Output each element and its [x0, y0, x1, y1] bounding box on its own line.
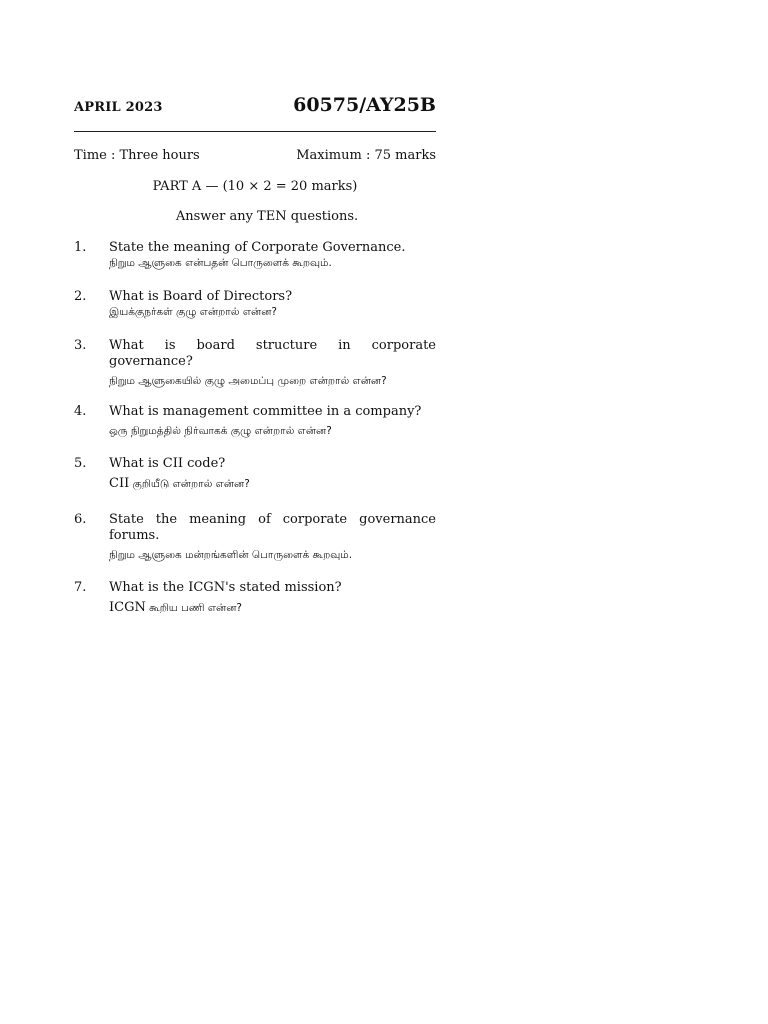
question-english: What is Board of Directors?	[109, 289, 293, 304]
question-english: What is board structure in corporate governance?	[109, 338, 436, 369]
question-tamil: நிறும ஆளுகை மன்றங்களின் பொருளைக் கூறவும்.	[109, 549, 353, 561]
question-tamil: நிறும ஆளுகையில் குழு அமைப்பு முறை என்றால் என்ன?	[109, 375, 387, 387]
question-english: What is management committee in a company?	[109, 404, 422, 419]
question-english: State the meaning of corporate governance forums.	[109, 512, 436, 543]
question-body	[109, 240, 436, 270]
maximum-marks: Maximum : 75 marks	[296, 148, 436, 163]
question-body	[109, 580, 436, 615]
question-number: 1.	[74, 240, 87, 255]
question-english: State the meaning of Corporate Governance.	[109, 240, 406, 255]
question-body	[109, 289, 436, 319]
question-body	[109, 404, 436, 438]
question-tamil-text: குறியீடு என்றால் என்ன?	[129, 478, 250, 490]
question-number: 7.	[74, 580, 87, 595]
question-body	[109, 512, 436, 562]
exam-duration: Time : Three hours	[74, 148, 200, 163]
exam-date: APRIL 2023	[74, 100, 163, 115]
question-number: 4.	[74, 404, 87, 419]
question-body	[109, 456, 436, 491]
question-number: 2.	[74, 289, 87, 304]
question-tamil: இயக்குநர்கள் குழு என்றால் என்ன?	[109, 306, 277, 318]
paper-code: 60575/AY25B	[293, 94, 436, 116]
question-english: What is CII code?	[109, 456, 226, 471]
question-tamil: ஒரு நிறுமத்தில் நிர்வாகக் குழு என்றால் என்ன?	[109, 425, 332, 437]
part-heading: PART A — (10 × 2 = 20 marks)	[152, 179, 358, 194]
question-tamil	[109, 477, 436, 491]
instruction-text: Answer any TEN questions.	[175, 209, 359, 224]
question-tamil: நிறும ஆளுகை என்பதன் பொருளைக் கூறவும்.	[109, 257, 332, 269]
question-tamil-text: கூறிய பணி என்ன?	[145, 602, 242, 614]
question-tamil	[109, 601, 436, 615]
question-number: 3.	[74, 338, 87, 353]
question-tamil-lead: CII	[109, 476, 130, 491]
question-number: 6.	[74, 512, 87, 527]
exam-header	[74, 94, 436, 122]
header-divider	[74, 131, 436, 132]
question-body	[109, 338, 436, 388]
question-english: What is the ICGN's stated mission?	[109, 580, 342, 595]
question-number: 5.	[74, 456, 87, 471]
question-tamil-lead: ICGN	[109, 600, 146, 615]
